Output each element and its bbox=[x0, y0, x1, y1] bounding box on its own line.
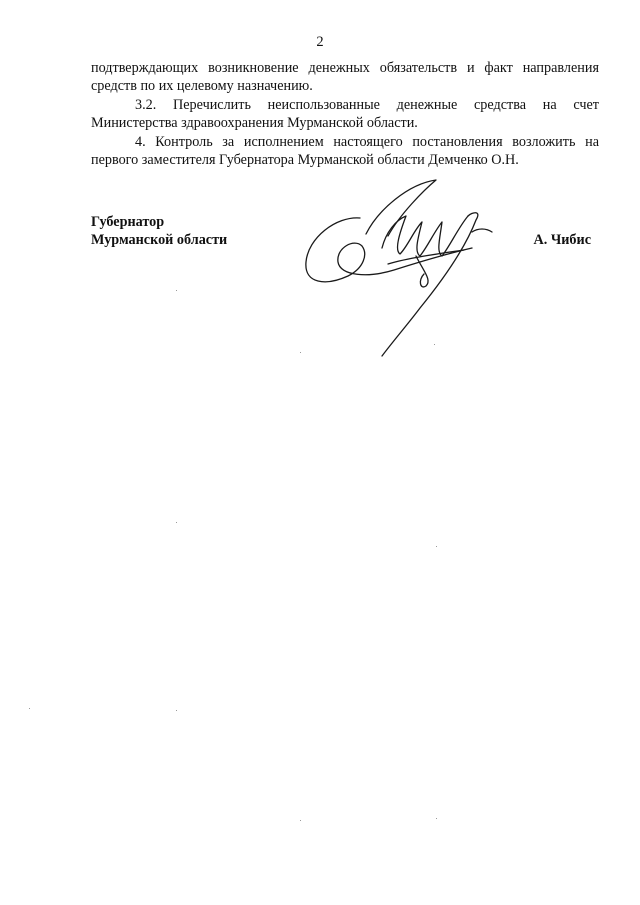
signer-title-line2: Мурманской области bbox=[91, 232, 228, 249]
paragraph-4: 4. Контроль за исполнением настоящего постановления возложить на первого заместителя Губернатора Мурманской области Демченко О.Н. bbox=[91, 133, 599, 169]
paper-speck bbox=[300, 820, 301, 821]
signer-title-line1: Губернатор bbox=[91, 214, 165, 230]
paragraph-3-2: 3.2. Перечислить неиспользованные денежные средства на счет Министерства здравоохранения Мурманской области. bbox=[91, 96, 599, 132]
signer-title bbox=[91, 213, 227, 250]
paper-speck bbox=[300, 352, 301, 353]
page-number: 2 bbox=[316, 34, 324, 50]
document-body bbox=[91, 59, 599, 169]
signature-stroke-tail bbox=[382, 213, 478, 356]
paper-speck bbox=[176, 290, 177, 291]
signature-stroke-top bbox=[366, 180, 436, 236]
paragraph-continuation: подтверждающих возникновение денежных обязательств и факт направления средств по их целевому назначению. bbox=[91, 60, 599, 95]
paper-speck bbox=[176, 710, 177, 711]
signature-stroke-cross bbox=[388, 250, 464, 264]
signer-name: А. Чибис bbox=[533, 232, 591, 249]
paper-speck bbox=[436, 546, 437, 547]
signature-stroke-letters bbox=[382, 216, 468, 256]
paper-speck bbox=[434, 344, 435, 345]
handwritten-signature bbox=[296, 176, 506, 361]
paper-speck bbox=[436, 818, 437, 819]
paper-speck bbox=[176, 522, 177, 523]
paper-speck bbox=[29, 708, 30, 709]
signature-stroke-tick bbox=[472, 229, 492, 232]
